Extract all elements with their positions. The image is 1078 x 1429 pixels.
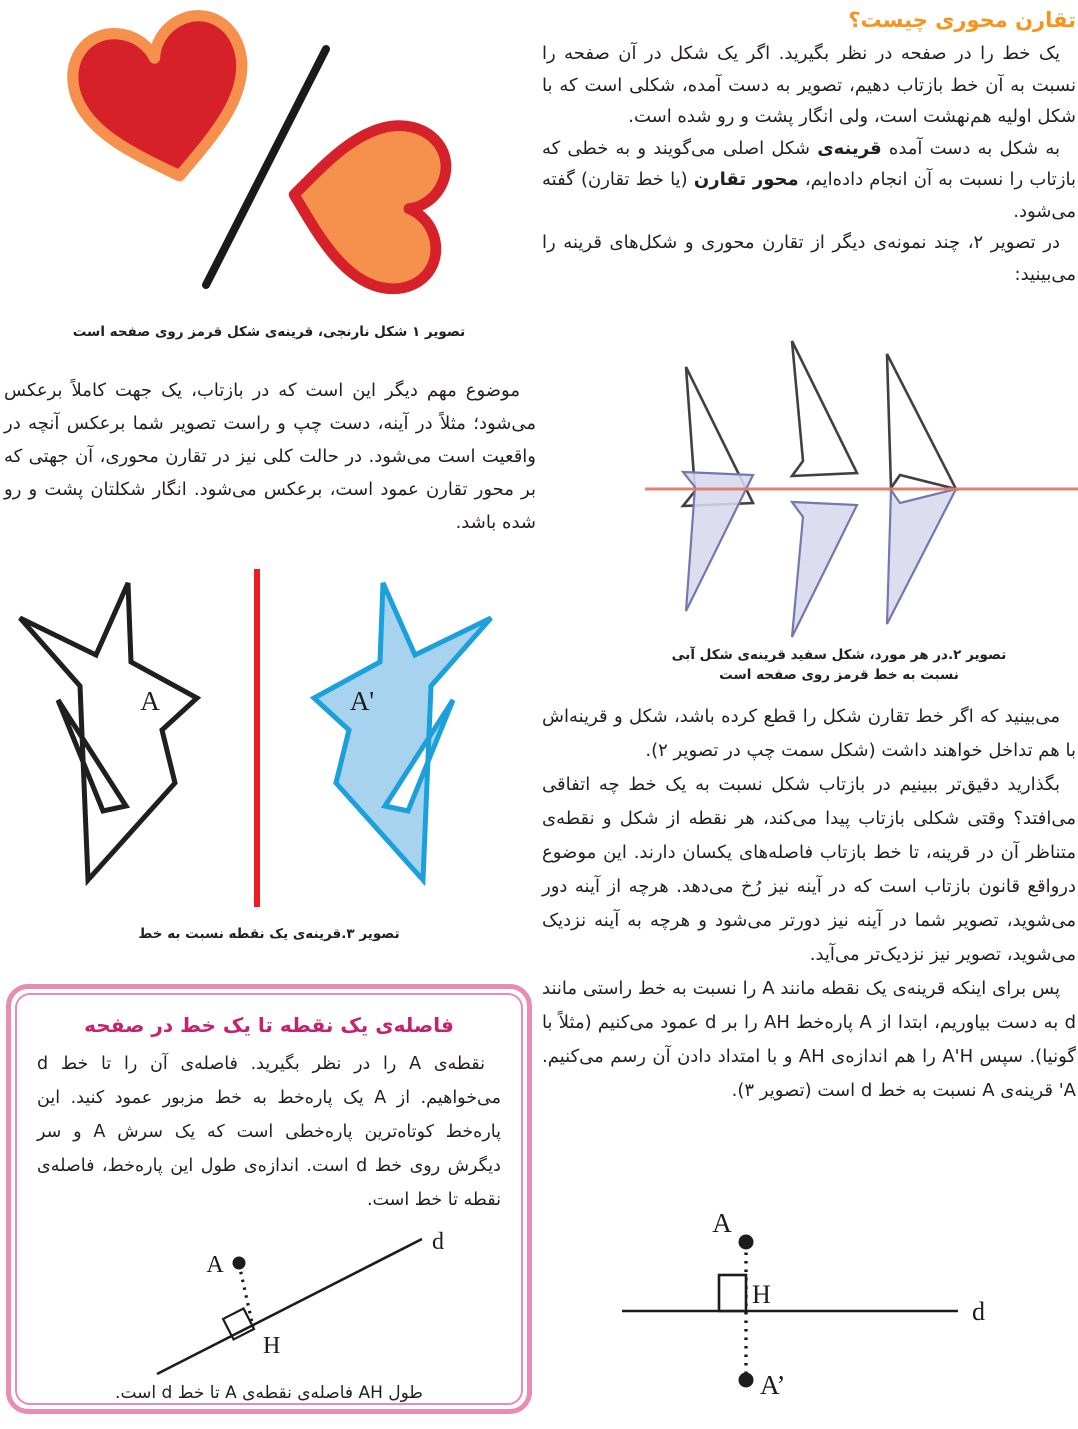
- figure2-caption: [600, 645, 1078, 685]
- paragraph-construct-reflection: پس برای اینکه قرینه‌ی یک نقطه مانند A را نسبت به خط راستی مانند d به دست بیاوریم، ابتدا از A پاره‌خط AH را بر d عمود می‌کنیم (مثلاً با گونیا). سپس A'H را هم اندازه‌ی AH و با امتداد دادن آن رسم می‌کنیم. A' قرینه‌ی A نسبت به خط d است (تصویر ۳).: [542, 978, 1076, 1101]
- paragraph-overlap: می‌بینید که اگر خط تقارن شکل را قطع کرده باشد، شکل و قرینه‌اش با هم تداخل خواهند داشت (شکل سمت چپ در تصویر ۲).: [542, 706, 1076, 761]
- black-star-shape: [20, 583, 197, 880]
- figure2-caption-line1: تصویر ۲.در هر مورد، شکل سفید قرینه‌ی شکل آبی: [671, 647, 1007, 663]
- figure-point-to-line-distance: [37, 1219, 507, 1381]
- point-a-prime-dot: [739, 1373, 754, 1388]
- figure2-caption-line2: نسبت به خط قرمز روی صفحه است: [719, 667, 959, 683]
- figure3-caption: تصویر ۳.قرینه‌ی یک نقطه نسبت به خط: [138, 926, 400, 942]
- box-title: فاصله‌ی یک نقطه تا یک خط در صفحه: [84, 1013, 454, 1037]
- white-sail-middle: [792, 341, 857, 476]
- orange-heart-shape: [284, 114, 450, 294]
- label-a: A: [206, 1252, 224, 1278]
- right-angle-marker: [719, 1275, 746, 1311]
- red-symmetry-axis: [254, 569, 260, 907]
- red-heart-shape: [64, 8, 262, 194]
- label-a-prime: A': [349, 686, 375, 716]
- figure1-caption: تصویر ۱ شکل نارنجی، قرینه‌ی شکل قرمز روی صفحه است: [72, 324, 466, 340]
- p2-segment: شکل اصلی می‌گویند و به خطی که بازتاب را نسبت به آن انجام داده‌ایم،: [542, 137, 1077, 190]
- white-sail-right: [887, 354, 956, 489]
- left-paragraph-block: [4, 374, 536, 539]
- p2-bold-mehvar-taqaron: محور تقارن: [693, 169, 799, 190]
- figure4-point-reflection: [600, 1198, 1078, 1426]
- box-body-text: نقطه‌ی A را در نظر بگیرید. فاصله‌ی آن را تا خط d می‌خواهیم. از A یک پاره‌خط به خط مزبور عمود کنید. این پاره‌خط کوتاه‌ترین پاره‌خطی است که یک سرش A و سر دیگرش روی خط d است. اندازه‌ی طول این پاره‌خط، فاصله‌ی نقطه تا خط است.: [37, 1054, 502, 1210]
- figure3-star-reflection: [0, 563, 538, 919]
- blue-reflection-right: [887, 489, 956, 624]
- p2-bold-qarineh: قرینه‌ی: [817, 137, 882, 159]
- section-heading: تقارن محوری چیست؟: [848, 8, 1076, 32]
- blue-reflection-left: [683, 472, 753, 611]
- label-h: H: [752, 1280, 771, 1309]
- blue-reflection-middle: [792, 502, 857, 637]
- blue-reflection-shapes: [683, 472, 956, 637]
- perpendicular-dotted-segment: [239, 1264, 253, 1327]
- paragraph-axial-symmetry-intro: یک خط را در صفحه در نظر بگیرید. اگر یک شکل در آن صفحه را نسبت به آن خط بازتاب دهیم، تصویر به دست آمده، شکلی است که با شکل اولیه هم‌نهشت است، ولی انگار پشت و رو شده است.: [542, 43, 1076, 127]
- label-d: d: [972, 1297, 985, 1326]
- paragraph-figure2-intro: در تصویر ۲، چند نمونه‌ی دیگر از تقارن محوری و شکل‌های قرینه را می‌بینید:: [542, 232, 1076, 285]
- distance-definition-box: [6, 984, 532, 1414]
- p2-segment: (یا خط تقارن) گفته می‌شود.: [542, 169, 1076, 222]
- blue-star-shape: [314, 583, 491, 880]
- line-d: [157, 1239, 422, 1374]
- distance-definition-box-inner: [15, 993, 523, 1405]
- paragraph-reflection-direction: موضوع مهم دیگر این است که در بازتاب، یک جهت کاملاً برعکس می‌شود؛ مثلاً در آینه، دست چپ و راست تصویر شما برعکس آنچه در واقعیت است می‌شود. در حالت کلی نیز در تقارن محوری، آن جهتی که بر محور تقارن عمود است، برعکس می‌شود. انگار شکلتان پشت و رو شده باشد.: [4, 380, 536, 533]
- paragraph-mirror-axis-definition: [542, 133, 1076, 228]
- box-caption: طول AH فاصله‌ی نقطه‌ی A تا خط d است.: [115, 1383, 423, 1403]
- right-text-block-bottom: [542, 700, 1076, 1108]
- paragraph-reflection-law: بگذارید دقیق‌تر ببینیم در بازتاب شکل نسبت به یک خط چه اتفاقی می‌افتد؟ وقتی شکلی بازتاب پیدا می‌کند، هر نقطه از شکل و نقطه‌ی متناظر آن در قرینه، تا خط بازتاب فاصله‌های یکسان دارند. این موضوع درواقع قانون بازتاب است که در آینه نیز رُخ می‌دهد. هرچه از آینه دور می‌شوید، تصویر شما در آینه نیز دورتر می‌شود و هرچه به آینه نزدیک می‌شوید، تصویر نیز نزدیک‌تر می‌آید.: [542, 774, 1076, 965]
- figure1-hearts-reflection: [0, 2, 538, 314]
- label-a: A: [140, 686, 160, 716]
- label-d: d: [432, 1229, 444, 1255]
- right-text-block-top: [542, 8, 1076, 290]
- point-a-dot: [233, 1257, 246, 1270]
- label-a: A: [712, 1208, 732, 1238]
- figure2-triangles-reflection: [600, 330, 1078, 640]
- label-h: H: [263, 1333, 281, 1359]
- label-a-prime: A’: [760, 1370, 786, 1400]
- p2-segment: به شکل به دست آمده: [881, 137, 1060, 159]
- point-a-dot: [739, 1235, 754, 1250]
